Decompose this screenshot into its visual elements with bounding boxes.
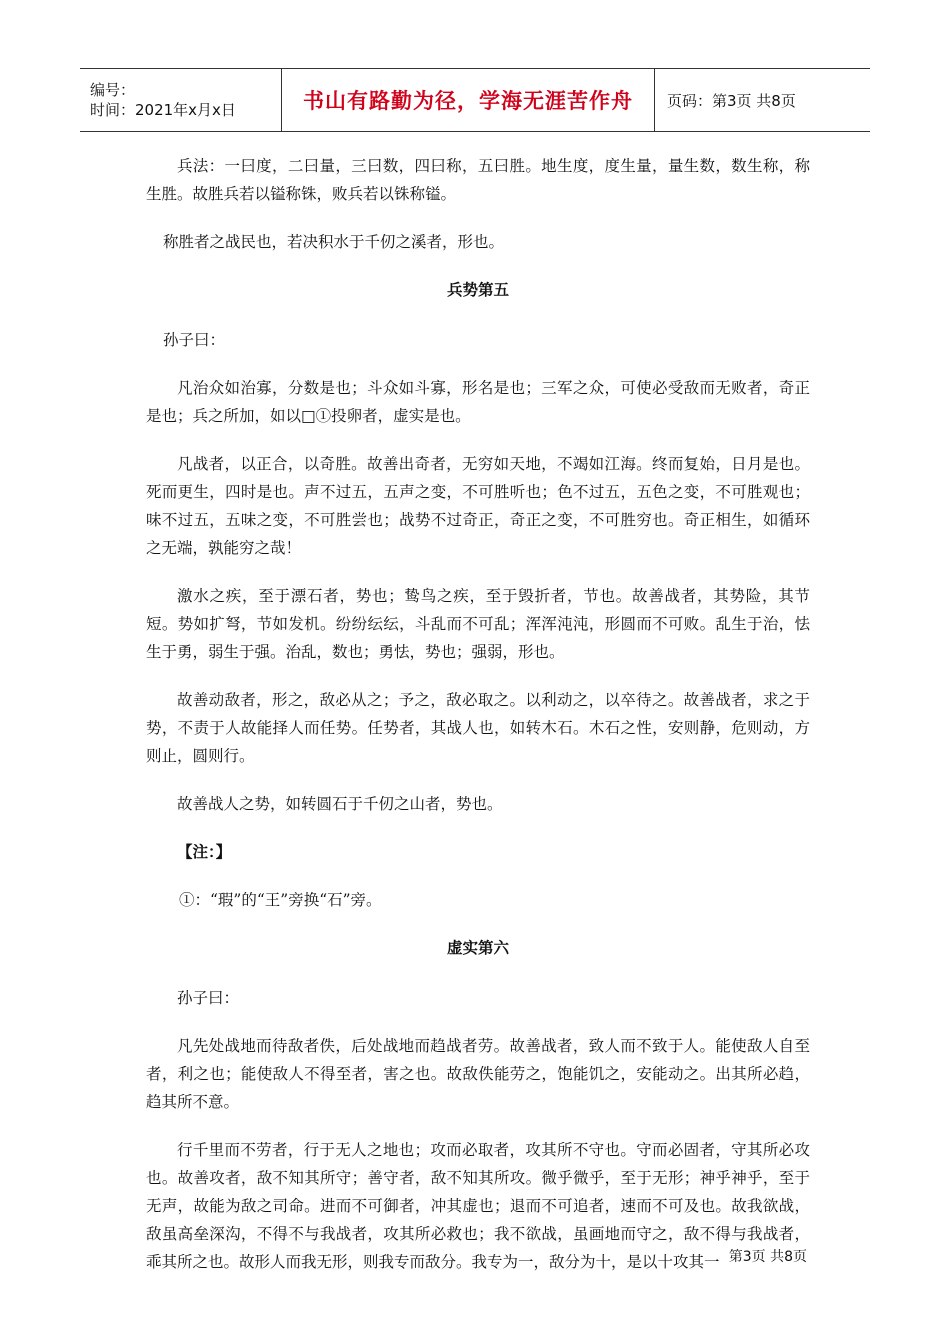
paragraph: 兵法：一曰度，二曰量，三曰数，四曰称，五曰胜。地生度，度生量，量生数，数生称，称生胜。故胜兵若以镒称铢，败兵若以铢称镒。 (146, 157, 810, 203)
footnote: ①：“瑕”的“王”旁换“石”旁。 (179, 891, 382, 909)
paragraph: 行千里而不劳者，行于无人之地也；攻而必取者，攻其所不守也。守而必固者，守其所必攻也。故善攻者，敌不知其所守；善守者，敌不知其所攻。微乎微乎，至于无形；神乎神乎，至于无声，故能为敌之司命。进而不可御者，冲其虚也；退而不可追者，速而不可及也。故我欲战，敌虽高垒深沟，不得不与我战者，攻其所必救也；我不欲战，虽画地而守之，敌不得与我战者，乖其所之也。故形人而我无形，则我专而敌分。我专为一，敌分为十，是以十攻其一 (146, 1141, 810, 1271)
page-header (80, 68, 870, 132)
paragraph: 凡先处战地而待敌者佚，后处战地而趋战者劳。故善战者，致人而不致于人。能使敌人自至者，利之也；能使敌人不得至者，害之也。故敌佚能劳之，饱能饥之，安能动之。出其所必趋，趋其所不意。 (146, 1037, 810, 1111)
paragraph: 凡战者，以正合，以奇胜。故善出奇者，无穷如天地，不竭如江海。终而复始，日月是也。死而更生，四时是也。声不过五，五声之变，不可胜听也；色不过五，五色之变，不可胜观也；味不过五，五味之变，不可胜尝也；战势不过奇正，奇正之变，不可胜穷也。奇正相生，如循环之无端，孰能穷之哉！ (146, 455, 810, 557)
paragraph: 凡治众如治寡，分数是也；斗众如斗寡，形名是也；三军之众，可使必受敌而无败者，奇正是也；兵之所加，如以□①投卵者，虚实是也。 (146, 379, 810, 425)
header-page-cell (655, 69, 870, 131)
paragraph: 故善动敌者，形之，敌必从之；予之，敌必取之。以利动之，以卒待之。故善战者，求之于势，不责于人故能择人而任势。任势者，其战人也，如转木石。木石之性，安则静，危则动，方则止，圆则行。 (146, 691, 810, 765)
page-footer: 第3页 共8页 (728, 1249, 807, 1265)
header-page-number: 页码：第3页 共8页 (667, 91, 796, 110)
section-heading: 虚实第六 (446, 939, 509, 957)
paragraph: 称胜者之战民也，若决积水于千仞之溪者，形也。 (163, 233, 505, 251)
document-number-label: 编号： (90, 81, 136, 99)
paragraph: 孙子曰： (177, 989, 240, 1007)
header-motto-cell (282, 69, 655, 131)
header-motto: 书山有路勤为径，学海无涯苦作舟 (303, 89, 633, 113)
paragraph: 故善战人之势，如转圆石于千仞之山者，势也。 (177, 795, 503, 813)
document-date-label: 时间：2021年x月x日 (90, 101, 236, 119)
note-label: 【注：】 (177, 842, 232, 861)
paragraph: 孙子曰： (163, 331, 226, 349)
header-meta (80, 69, 282, 131)
section-heading: 兵势第五 (446, 281, 509, 299)
paragraph: 激水之疾，至于漂石者，势也；鸷鸟之疾，至于毁折者，节也。故善战者，其势险，其节短。势如扩弩，节如发机。纷纷纭纭，斗乱而不可乱；浑浑沌沌，形圆而不可败。乱生于治，怯生于勇，弱生于强。治乱，数也；勇怯，势也；强弱，形也。 (146, 587, 810, 661)
document-body (146, 152, 810, 1296)
